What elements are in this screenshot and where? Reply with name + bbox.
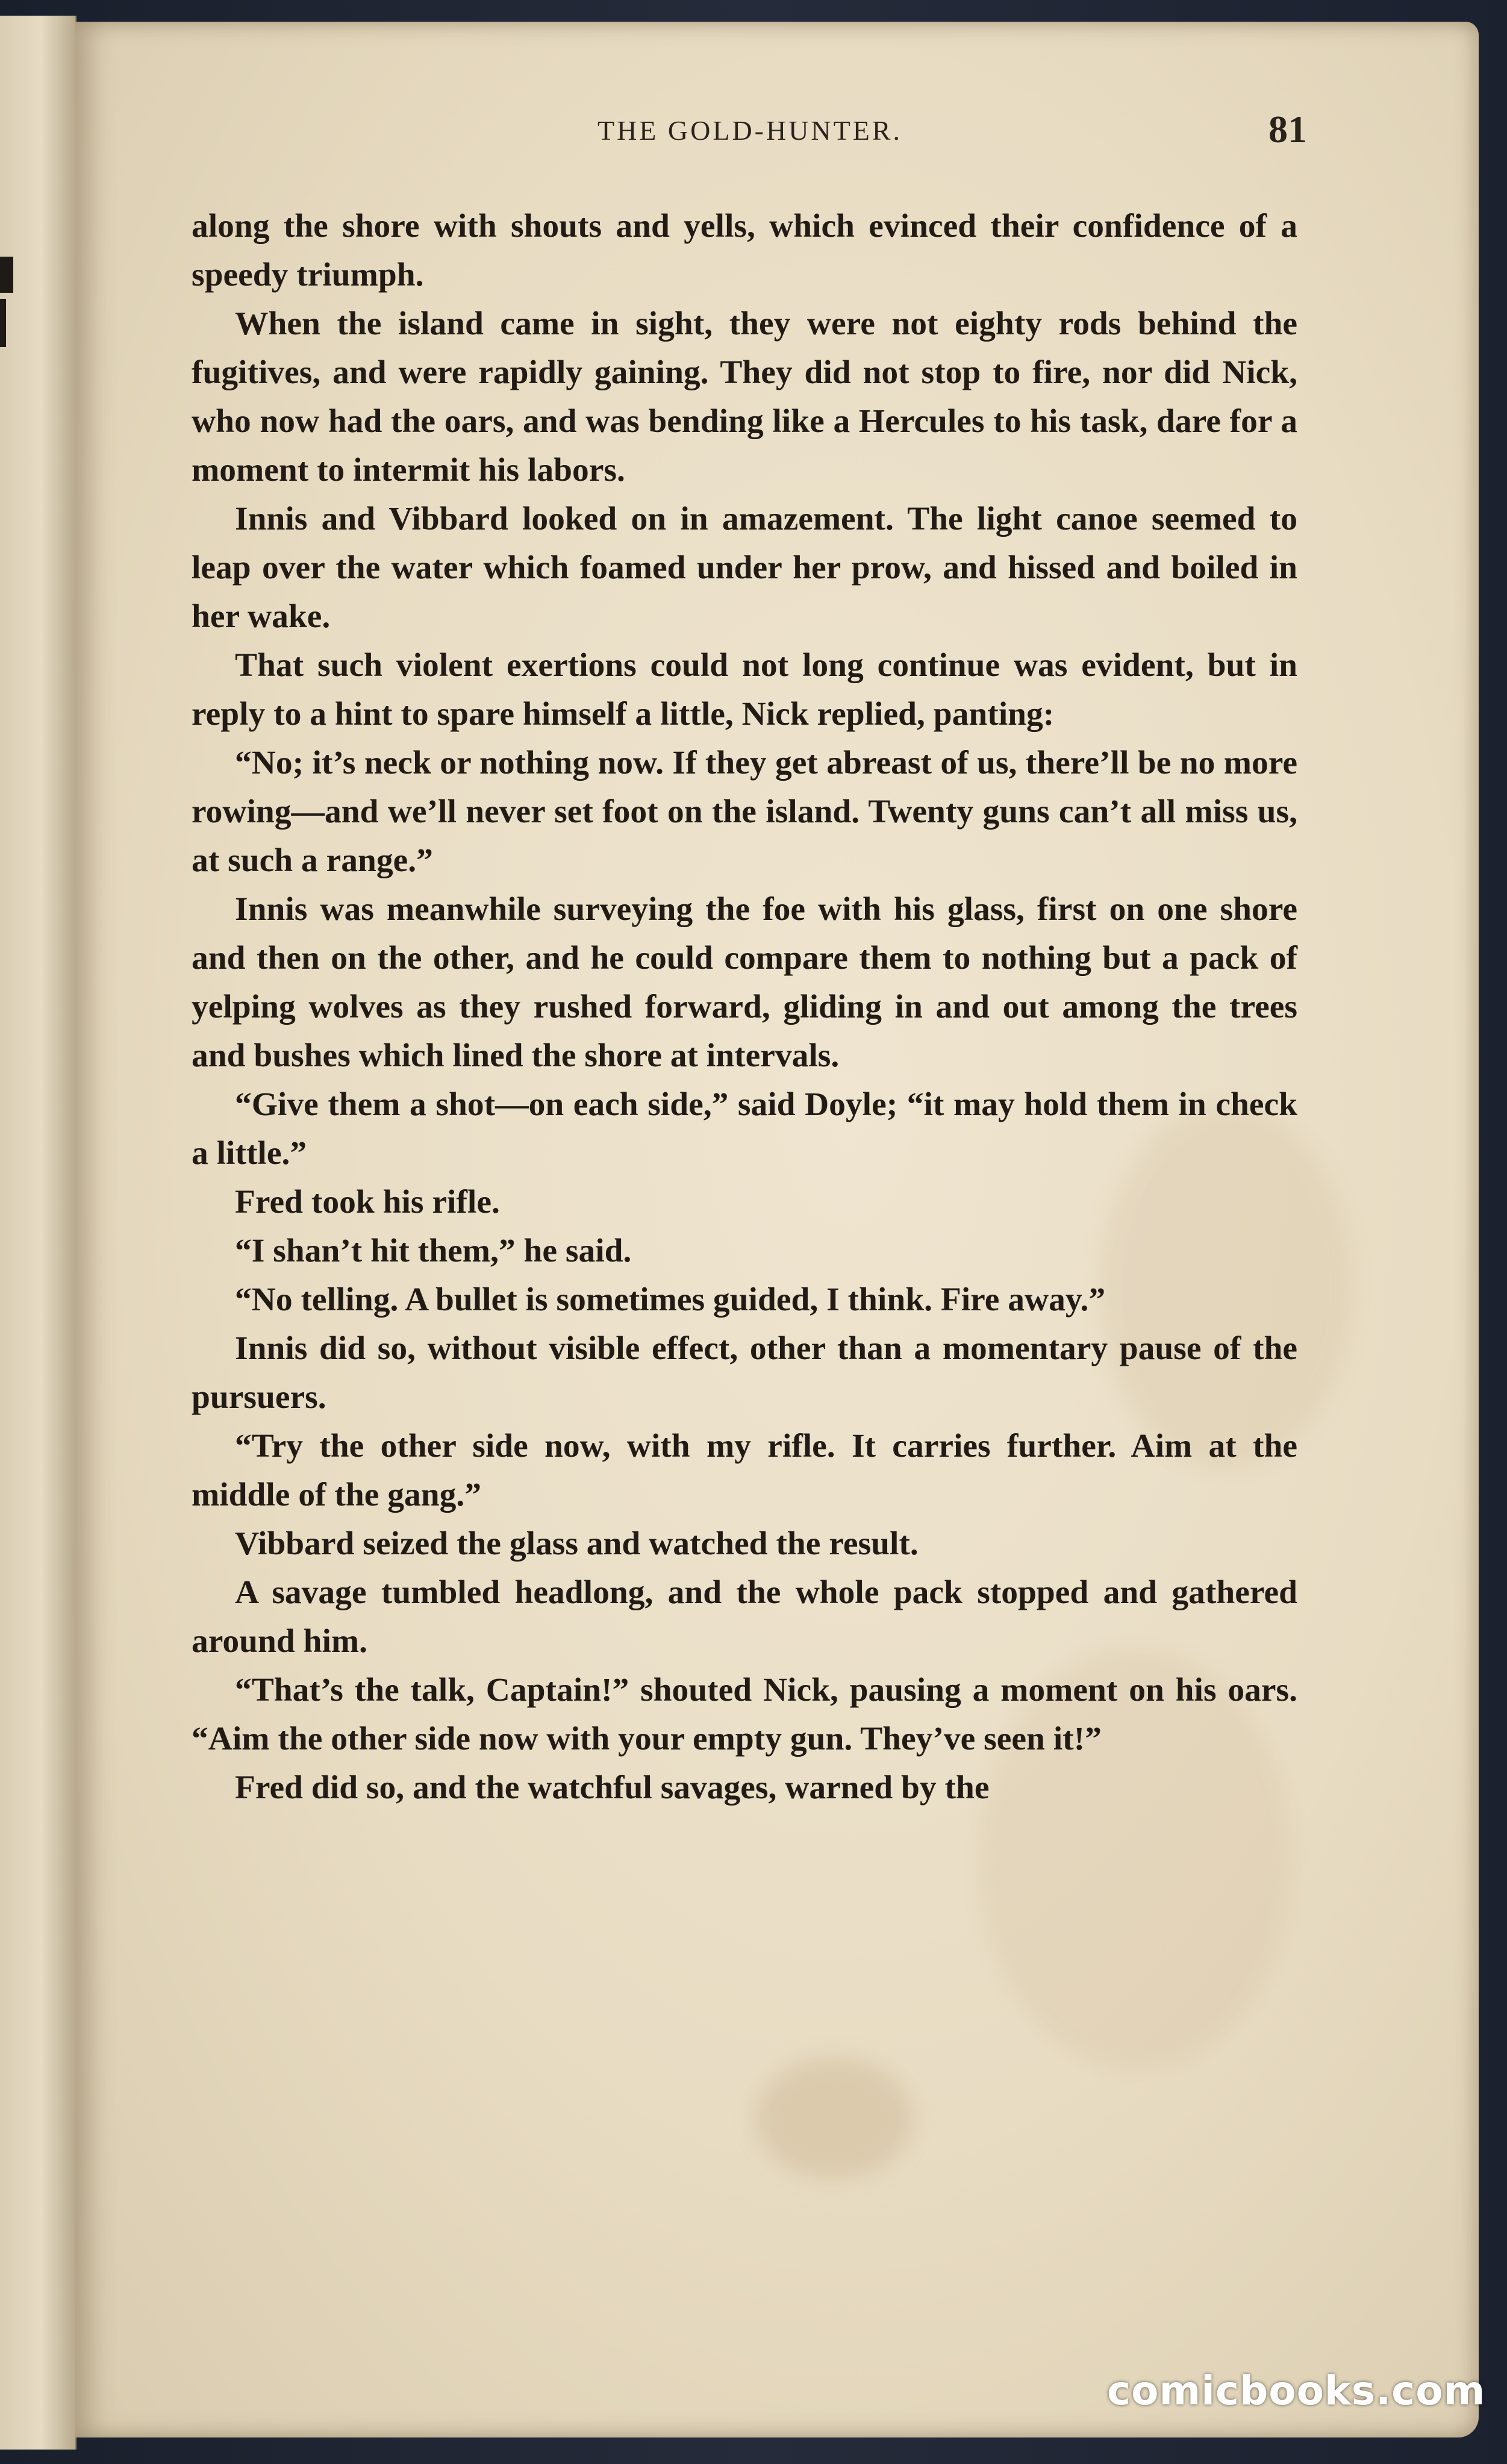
page-header [193,108,1307,169]
paragraph: That such violent exertions could not long continue was evident, but in reply to a hint to spare himself a little, Nick replied, panting: [192,647,1297,733]
paragraph: Innis and Vibbard looked on in amazement. The light canoe seemed to leap over the water which foamed under her prow, and hissed and boiled in her wake. [192,501,1297,635]
body-text [192,202,1297,1812]
page-stain [756,2058,913,2178]
ink-mark [0,299,6,347]
paragraph: Fred did so, and the watchful savages, warned by the [235,1769,990,1806]
paragraph: When the island came in sight, they were not eighty rods behind the fugitives, and were rapidly gaining. They did not stop to fire, nor did Nick, who now had the oars, and was bending like a Hercules to his task, dare for a moment to intermit his labors. [192,305,1297,489]
paragraph: “That’s the talk, Captain!” shouted Nick, pausing a moment on his oars. “Aim the other side now with your empty gun. They’ve seen it!” [192,1672,1297,1757]
paragraph: “Try the other side now, with my rifle. It carries further. Aim at the middle of the gang.” [192,1428,1297,1513]
page-number: 81 [1268,108,1307,151]
paragraph: Fred took his rifle. [235,1184,500,1221]
running-head: THE GOLD-HUNTER. [597,115,903,146]
paragraph: “No telling. A bullet is sometimes guided, I think. Fire away.” [235,1281,1106,1318]
previous-page-edge [0,16,76,2450]
paragraph: “Give them a shot—on each side,” said Doyle; “it may hold them in check a little.” [192,1086,1297,1172]
paragraph: A savage tumbled headlong, and the whole pack stopped and gathered around him. [192,1574,1297,1660]
paragraph: “I shan’t hit them,” he said. [235,1233,632,1269]
ink-mark [0,257,13,293]
paragraph: along the shore with shouts and yells, which evinced their confidence of a speedy triumph. [192,208,1297,293]
site-watermark: comicbooks.com [1107,2368,1486,2414]
paragraph: “No; it’s neck or nothing now. If they get abreast of us, there’ll be no more rowing—and we’ll never set foot on the island. Twenty guns can’t all miss us, at such a range.” [192,745,1297,879]
paragraph: Innis was meanwhile surveying the foe with his glass, first on one shore and then on the other, and he could compare them to nothing but a pack of yelping wolves as they rushed forward, gliding in and out among the trees and bushes which lined the shore at intervals. [192,891,1297,1074]
paragraph: Innis did so, without visible effect, other than a momentary pause of the pursuers. [192,1330,1297,1416]
paragraph: Vibbard seized the glass and watched the result. [235,1525,919,1562]
